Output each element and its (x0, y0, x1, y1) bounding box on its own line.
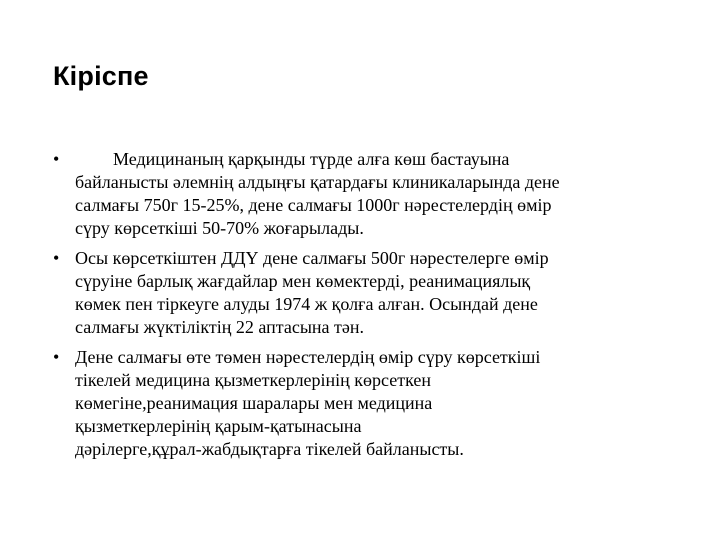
bullet-item-3 (53, 346, 673, 461)
bullet-2-line-3: көмек пен тіркеуге алуды 1974 ж қолға алған. Осындай дене (75, 294, 538, 314)
bullet-1-line-1: Медицинаның қарқынды түрде алға көш бастауына (113, 149, 510, 169)
bullet-icon: • (53, 149, 60, 169)
bullet-3-line-1: Дене салмағы өте төмен нәрестелердің өмір сүру көрсеткіші (75, 347, 541, 367)
bullet-icon: • (53, 347, 60, 367)
bullet-1-line-2: байланысты әлемнің алдыңғы қатардағы клиникаларында дене (75, 172, 560, 192)
bullet-2-line-4: салмағы жүктіліктің 22 аптасына тән. (75, 317, 365, 337)
bullet-2-line-2: сүруіне барлық жағдайлар мен көмектерді, реанимациялық (75, 271, 531, 291)
bullet-3-line-3: көмегіне,реанимация шаралары мен медицина (75, 393, 433, 413)
bullet-1-line-4: сүру көрсеткіші 50-70% жоғарылады. (75, 218, 364, 238)
bullet-list (53, 148, 673, 468)
bullet-2-line-1: Осы көрсеткіштен ДДҮ дене салмағы 500г нәрестелерге өмір (75, 248, 549, 268)
bullet-1-line-3: салмағы 750г 15-25%, дене салмағы 1000г нәрестелердің өмір (75, 195, 552, 215)
bullet-icon: • (53, 248, 60, 268)
bullet-item-1 (53, 148, 673, 240)
bullet-item-2 (53, 247, 673, 339)
bullet-3-line-5: дәрілерге,құрал-жабдықтарға тікелей байланысты. (75, 439, 464, 459)
slide-title: Кіріспе (53, 61, 149, 91)
bullet-3-line-4: қызметкерлерінің қарым-қатынасына (75, 416, 362, 436)
bullet-3-line-2: тікелей медицина қызметкерлерінің көрсеткен (75, 370, 432, 390)
